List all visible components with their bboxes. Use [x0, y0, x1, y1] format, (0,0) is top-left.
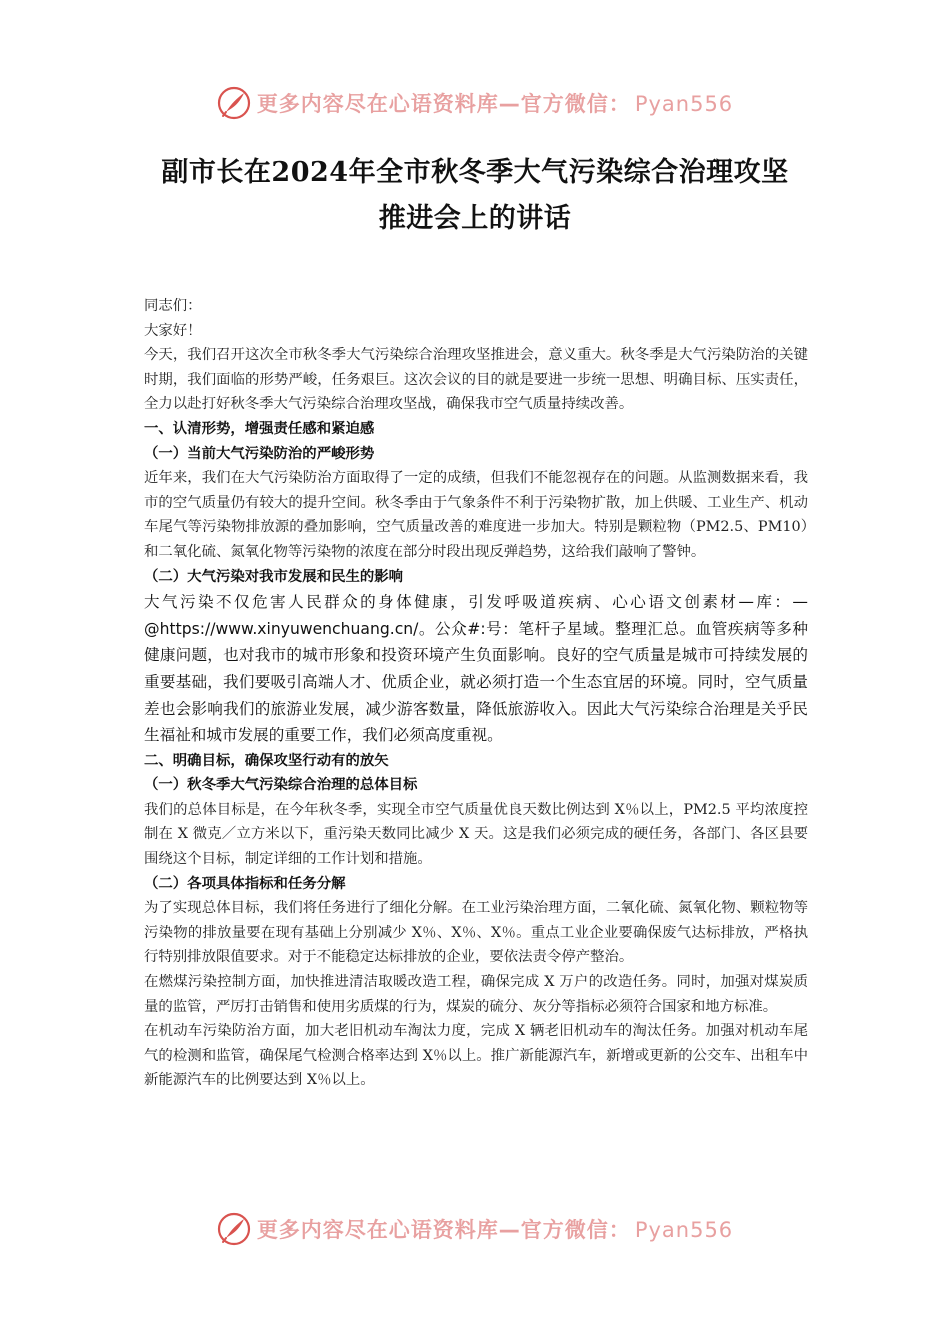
banner-wechat-id: Pyan556 [634, 1218, 734, 1242]
greeting: 大家好！ [144, 322, 202, 339]
body-paragraph: 大气污染不仅危害人民群众的身体健康，引发呼吸道疾病、心心语文创素材—库：—@https://www.xinyuwenchuang.cn/。公众#:号：笔杆子星域。整理汇总。血管疾病等多种健康问题，也对我市的城市形象和投资环境产生负面影响。良好的空气质量是城市可持续发展的重要基础，我们要吸引高端人才、优质企业，就必须打造一个生态宜居的环境。同时，空气质量差也会影响我们的旅游业发展，减少游客数量，降低旅游收入。因此大气污染综合治理是关乎民生福祉和城市发展的重要工作，我们必须高度重视。 [144, 593, 808, 745]
body-paragraph: 在机动车污染防治方面，加大老旧机动车淘汰力度，完成 X 辆老旧机动车的淘汰任务。加强对机动车尾气的检测和监管，确保尾气检测合格率达到 X％以上。推广新能源汽车，新增或更新的公交车、出租车中新能源汽车的比例要达到 X％以上。 [144, 1023, 808, 1089]
quill-pen-logo-icon [217, 1212, 251, 1246]
subsection-heading: （二）大气污染对我市发展和民生的影响 [144, 567, 404, 585]
section-heading: 一、认清形势，增强责任感和紧迫感 [144, 419, 375, 437]
body-paragraph: 在燃煤污染控制方面，加快推进清洁取暖改造工程，确保完成 X 万户的改造任务。同时，加强对煤炭质量的监管，严厉打击销售和使用劣质煤的行为，煤炭的硫分、灰分等指标必须符合国家和地方标准。 [144, 974, 808, 1015]
body-paragraph: 今天，我们召开这次全市秋冬季大气污染综合治理攻坚推进会，意义重大。秋冬季是大气污染防治的关键时期，我们面临的形势严峻，任务艰巨。这次会议的目的就是要进一步统一思想、明确目标、压实责任，全力以赴打好秋冬季大气污染综合治理攻坚战，确保我市空气质量持续改善。 [144, 347, 808, 413]
banner-wechat-id: Pyan556 [634, 92, 734, 116]
body-paragraph: 近年来，我们在大气污染防治方面取得了一定的成绩，但我们不能忽视存在的问题。从监测数据来看，我市的空气质量仍有较大的提升空间。秋冬季由于气象条件不利于污染物扩散，加上供暖、工业生产、机动车尾气等污染物排放源的叠加影响，空气质量改善的难度进一步加大。特别是颗粒物（PM2.5、PM10）和二氧化硫、氮氧化物等污染物的浓度在部分时段出现反弹趋势，这给我们敲响了警钟。 [144, 470, 808, 560]
salutation: 同志们： [144, 298, 202, 314]
document-body [144, 294, 808, 1093]
subsection-heading: （一）当前大气污染防治的严峻形势 [144, 444, 375, 462]
banner-text: 更多内容尽在心语资料库—官方微信： Pyan556 [256, 92, 734, 116]
bottom-banner [0, 1209, 950, 1249]
body-paragraph: 为了实现总体目标，我们将任务进行了细化分解。在工业污染治理方面，二氧化硫、氮氧化物、颗粒物等污染物的排放量要在现有基础上分别减少 X％、X％、X％。重点工业企业要确保废气达标排放，严格执行特别排放限值要求。对于不能稳定达标排放的企业，要依法责令停产整治。 [144, 900, 808, 966]
title-line-2: 推进会上的讲话 [378, 203, 572, 234]
banner-text: 更多内容尽在心语资料库—官方微信： Pyan556 [256, 1218, 734, 1242]
body-paragraph: 我们的总体目标是，在今年秋冬季，实现全市空气质量优良天数比例达到 X％以上，PM2.5 平均浓度控制在 X 微克／立方米以下，重污染天数同比减少 X 天。这是我们必须完成的硬任务，各部门、各区县要围绕这个目标，制定详细的工作计划和措施。 [144, 801, 808, 868]
top-banner [0, 83, 950, 123]
subsection-heading: （二）各项具体指标和任务分解 [144, 874, 346, 892]
section-heading: 二、明确目标，确保攻坚行动有的放矢 [144, 751, 389, 769]
quill-pen-logo-icon [217, 86, 251, 120]
document-title [100, 150, 850, 242]
title-line-1: 副市长在2024年全市秋冬季大气污染综合治理攻坚 [161, 157, 789, 188]
subsection-heading: （一）秋冬季大气污染综合治理的总体目标 [144, 776, 418, 794]
